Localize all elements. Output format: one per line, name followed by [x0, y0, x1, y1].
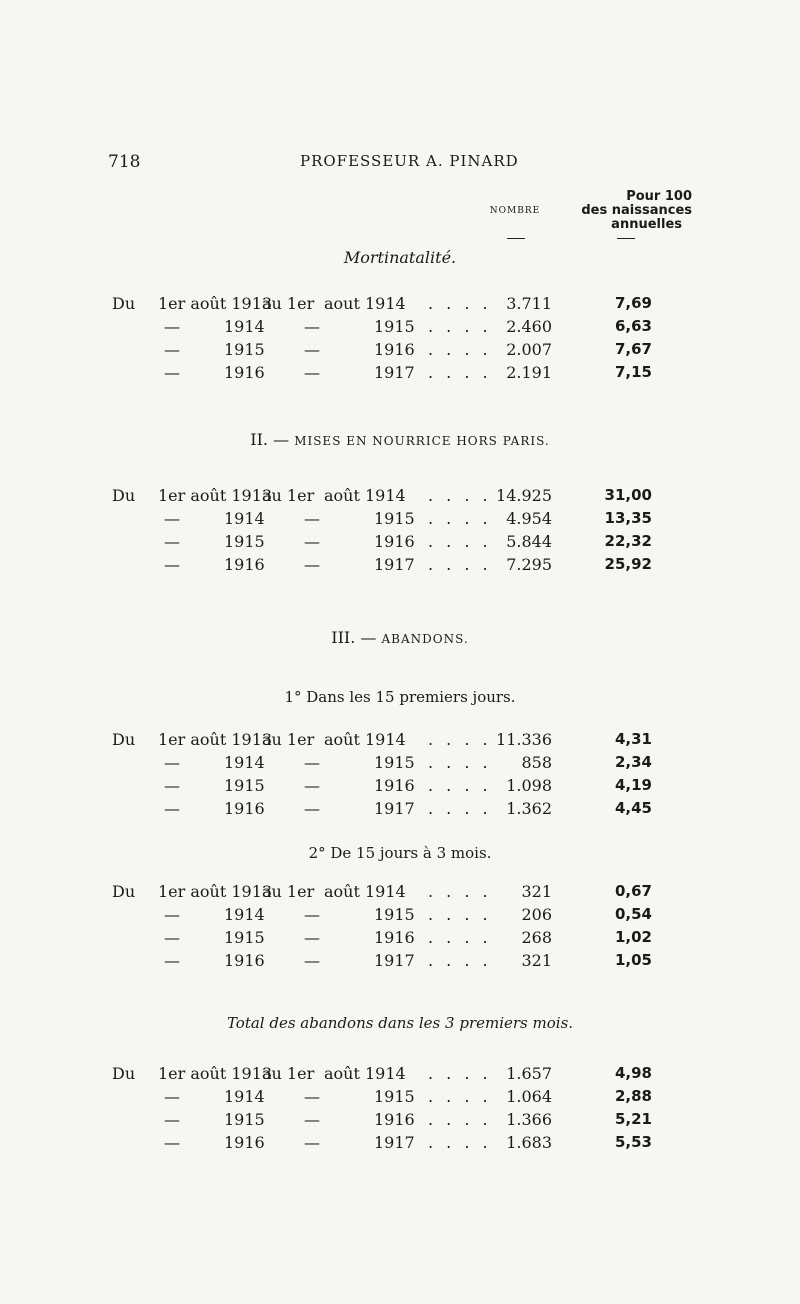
cell-nombre: 321: [521, 882, 552, 901]
cell-from-year: 1916: [224, 1133, 265, 1152]
cell-nombre: 268: [521, 928, 552, 947]
cell-du: —: [164, 555, 180, 574]
cell-pour-100: 1,05: [614, 951, 652, 969]
cell-leader-dots: . . . .: [428, 363, 492, 382]
cell-pour-100: 31,00: [604, 486, 652, 504]
cell-au: —: [304, 317, 320, 336]
cell-from-year: 1915: [224, 776, 265, 795]
cell-au: —: [304, 340, 320, 359]
cell-from-year: 1914: [224, 317, 265, 336]
table-row: [112, 1133, 672, 1157]
cell-pour-100: 1,02: [614, 928, 652, 946]
cell-from-year: 1915: [224, 532, 265, 551]
cell-from-year: 1915: [224, 1110, 265, 1129]
cell-nombre: 858: [521, 753, 552, 772]
cell-nombre: 1.683: [506, 1133, 552, 1152]
cell-leader-dots: . . . .: [428, 1064, 492, 1083]
cell-from-year: 1er août 1913: [158, 1064, 273, 1083]
table-row: [112, 294, 672, 318]
table-row: [112, 363, 672, 387]
table-row: [112, 555, 672, 579]
cell-pour-100: 0,67: [614, 882, 652, 900]
cell-du: —: [164, 1133, 180, 1152]
cell-to-year: 1917: [374, 951, 415, 970]
cell-from-year: 1916: [224, 555, 265, 574]
cell-nombre: 1.657: [506, 1064, 552, 1083]
cell-au: au 1er: [262, 294, 315, 313]
cell-au: —: [304, 905, 320, 924]
cell-leader-dots: . . . .: [428, 799, 492, 818]
cell-au: au 1er: [262, 486, 315, 505]
cell-from-year: 1916: [224, 951, 265, 970]
cell-from-year: 1914: [224, 509, 265, 528]
column-rule: [507, 238, 525, 239]
cell-du: —: [164, 1110, 180, 1129]
running-head: PROFESSEUR A. PINARD: [300, 152, 519, 170]
cell-to-year: août 1914: [324, 486, 406, 505]
cell-du: Du: [112, 294, 136, 313]
section-title-abandons: [0, 628, 800, 647]
cell-from-year: 1er août 1913: [158, 882, 273, 901]
cell-nombre: 1.098: [506, 776, 552, 795]
cell-au: —: [304, 753, 320, 772]
cell-au: —: [304, 532, 320, 551]
cell-du: —: [164, 905, 180, 924]
cell-leader-dots: . . . .: [428, 928, 492, 947]
cell-au: au 1er: [262, 730, 315, 749]
cell-au: —: [304, 363, 320, 382]
cell-to-year: 1916: [374, 776, 415, 795]
section-title-mises-en-nourrice: [0, 430, 800, 449]
cell-au: —: [304, 776, 320, 795]
table-row: [112, 882, 672, 906]
cell-pour-100: 4,19: [614, 776, 652, 794]
cell-au: —: [304, 1133, 320, 1152]
cell-pour-100: 4,31: [614, 730, 652, 748]
column-header-line: des naissances: [581, 203, 692, 218]
cell-au: —: [304, 951, 320, 970]
cell-from-year: 1916: [224, 799, 265, 818]
cell-du: —: [164, 509, 180, 528]
table-row: [112, 776, 672, 800]
cell-nombre: 5.844: [506, 532, 552, 551]
cell-du: —: [164, 799, 180, 818]
cell-du: —: [164, 753, 180, 772]
table-row: [112, 799, 672, 823]
cell-to-year: 1916: [374, 928, 415, 947]
cell-leader-dots: . . . .: [428, 555, 492, 574]
cell-to-year: 1916: [374, 1110, 415, 1129]
cell-from-year: 1er août 1913: [158, 486, 273, 505]
cell-leader-dots: . . . .: [428, 951, 492, 970]
cell-nombre: 206: [521, 905, 552, 924]
cell-du: —: [164, 951, 180, 970]
cell-from-year: 1916: [224, 363, 265, 382]
section-number: II. —: [250, 430, 290, 449]
cell-leader-dots: . . . .: [428, 776, 492, 795]
cell-pour-100: 5,53: [614, 1133, 652, 1151]
cell-leader-dots: . . . .: [428, 340, 492, 359]
section-title-text: MISES EN NOURRICE HORS PARIS.: [294, 434, 550, 448]
cell-pour-100: 5,21: [614, 1110, 652, 1128]
cell-nombre: 4.954: [506, 509, 552, 528]
cell-pour-100: 0,54: [614, 905, 652, 923]
cell-to-year: 1917: [374, 1133, 415, 1152]
cell-to-year: août 1914: [324, 730, 406, 749]
cell-to-year: aout 1914: [324, 294, 406, 313]
column-header-line: Pour 100: [626, 189, 692, 204]
column-header-nombre: NOMBRE: [489, 206, 541, 216]
cell-to-year: 1917: [374, 363, 415, 382]
cell-nombre: 7.295: [506, 555, 552, 574]
cell-au: —: [304, 1110, 320, 1129]
cell-nombre: 1.362: [506, 799, 552, 818]
cell-from-year: 1914: [224, 1087, 265, 1106]
cell-to-year: 1916: [374, 532, 415, 551]
cell-pour-100: 7,69: [614, 294, 652, 312]
cell-pour-100: 7,15: [614, 363, 652, 381]
table-row: [112, 730, 672, 754]
cell-to-year: 1915: [374, 1087, 415, 1106]
cell-pour-100: 6,63: [614, 317, 652, 335]
cell-from-year: 1914: [224, 753, 265, 772]
cell-nombre: 2.460: [506, 317, 552, 336]
subtitle-total-abandons: Total des abandons dans les 3 premiers mois.: [226, 1014, 574, 1032]
cell-leader-dots: . . . .: [428, 882, 492, 901]
cell-to-year: août 1914: [324, 882, 406, 901]
cell-du: Du: [112, 1064, 136, 1083]
cell-nombre: 14.925: [496, 486, 552, 505]
cell-du: —: [164, 532, 180, 551]
table-row: [112, 317, 672, 341]
column-header-pour-100: [570, 190, 692, 232]
page-header: [108, 152, 528, 176]
cell-au: —: [304, 555, 320, 574]
cell-du: —: [164, 317, 180, 336]
table-row: [112, 486, 672, 510]
cell-leader-dots: . . . .: [428, 486, 492, 505]
cell-au: —: [304, 1087, 320, 1106]
cell-pour-100: 2,88: [614, 1087, 652, 1105]
table-row: [112, 1087, 672, 1111]
cell-leader-dots: . . . .: [428, 1110, 492, 1129]
table-row: [112, 951, 672, 975]
section-number: III. —: [331, 628, 377, 647]
cell-du: —: [164, 363, 180, 382]
table-row: [112, 340, 672, 364]
table-row: [112, 1110, 672, 1134]
table-row: [112, 509, 672, 533]
cell-nombre: 11.336: [496, 730, 552, 749]
cell-from-year: 1915: [224, 340, 265, 359]
cell-nombre: 1.366: [506, 1110, 552, 1129]
cell-leader-dots: . . . .: [428, 905, 492, 924]
cell-leader-dots: . . . .: [428, 1133, 492, 1152]
cell-to-year: 1915: [374, 753, 415, 772]
table-row: [112, 1064, 672, 1088]
section-title-text: ABANDONS.: [381, 632, 469, 646]
table-row: [112, 753, 672, 777]
cell-leader-dots: . . . .: [428, 317, 492, 336]
cell-to-year: 1917: [374, 799, 415, 818]
cell-du: Du: [112, 486, 136, 505]
cell-to-year: 1916: [374, 340, 415, 359]
subtitle-15-jours-3-mois: 2° De 15 jours à 3 mois.: [308, 844, 492, 862]
cell-from-year: 1er août 1913: [158, 294, 273, 313]
cell-du: Du: [112, 730, 136, 749]
cell-du: —: [164, 776, 180, 795]
cell-leader-dots: . . . .: [428, 532, 492, 551]
section-title-mortinatalite: Mortinatalité.: [343, 248, 457, 267]
cell-leader-dots: . . . .: [428, 753, 492, 772]
cell-pour-100: 7,67: [614, 340, 652, 358]
cell-pour-100: 2,34: [614, 753, 652, 771]
cell-nombre: 3.711: [506, 294, 552, 313]
cell-leader-dots: . . . .: [428, 509, 492, 528]
cell-to-year: 1917: [374, 555, 415, 574]
cell-au: au 1er: [262, 882, 315, 901]
cell-to-year: août 1914: [324, 1064, 406, 1083]
cell-au: —: [304, 928, 320, 947]
cell-nombre: 2.191: [506, 363, 552, 382]
cell-du: Du: [112, 882, 136, 901]
page-number: 718: [108, 152, 141, 172]
cell-nombre: 2.007: [506, 340, 552, 359]
cell-pour-100: 4,45: [614, 799, 652, 817]
cell-du: —: [164, 340, 180, 359]
cell-pour-100: 22,32: [604, 532, 652, 550]
cell-to-year: 1915: [374, 317, 415, 336]
cell-to-year: 1915: [374, 509, 415, 528]
cell-pour-100: 13,35: [604, 509, 652, 527]
cell-du: —: [164, 1087, 180, 1106]
cell-au: au 1er: [262, 1064, 315, 1083]
cell-leader-dots: . . . .: [428, 1087, 492, 1106]
cell-from-year: 1er août 1913: [158, 730, 273, 749]
cell-au: —: [304, 799, 320, 818]
cell-pour-100: 25,92: [604, 555, 652, 573]
cell-from-year: 1915: [224, 928, 265, 947]
column-header-line: annuelles: [611, 217, 682, 232]
table-row: [112, 905, 672, 929]
cell-to-year: 1915: [374, 905, 415, 924]
table-row: [112, 928, 672, 952]
column-rule: [617, 238, 635, 239]
cell-leader-dots: . . . .: [428, 294, 492, 313]
cell-nombre: 1.064: [506, 1087, 552, 1106]
table-row: [112, 532, 672, 556]
cell-nombre: 321: [521, 951, 552, 970]
subtitle-15-premiers-jours: 1° Dans les 15 premiers jours.: [284, 688, 516, 706]
cell-du: —: [164, 928, 180, 947]
cell-from-year: 1914: [224, 905, 265, 924]
cell-pour-100: 4,98: [614, 1064, 652, 1082]
cell-au: —: [304, 509, 320, 528]
cell-leader-dots: . . . .: [428, 730, 492, 749]
